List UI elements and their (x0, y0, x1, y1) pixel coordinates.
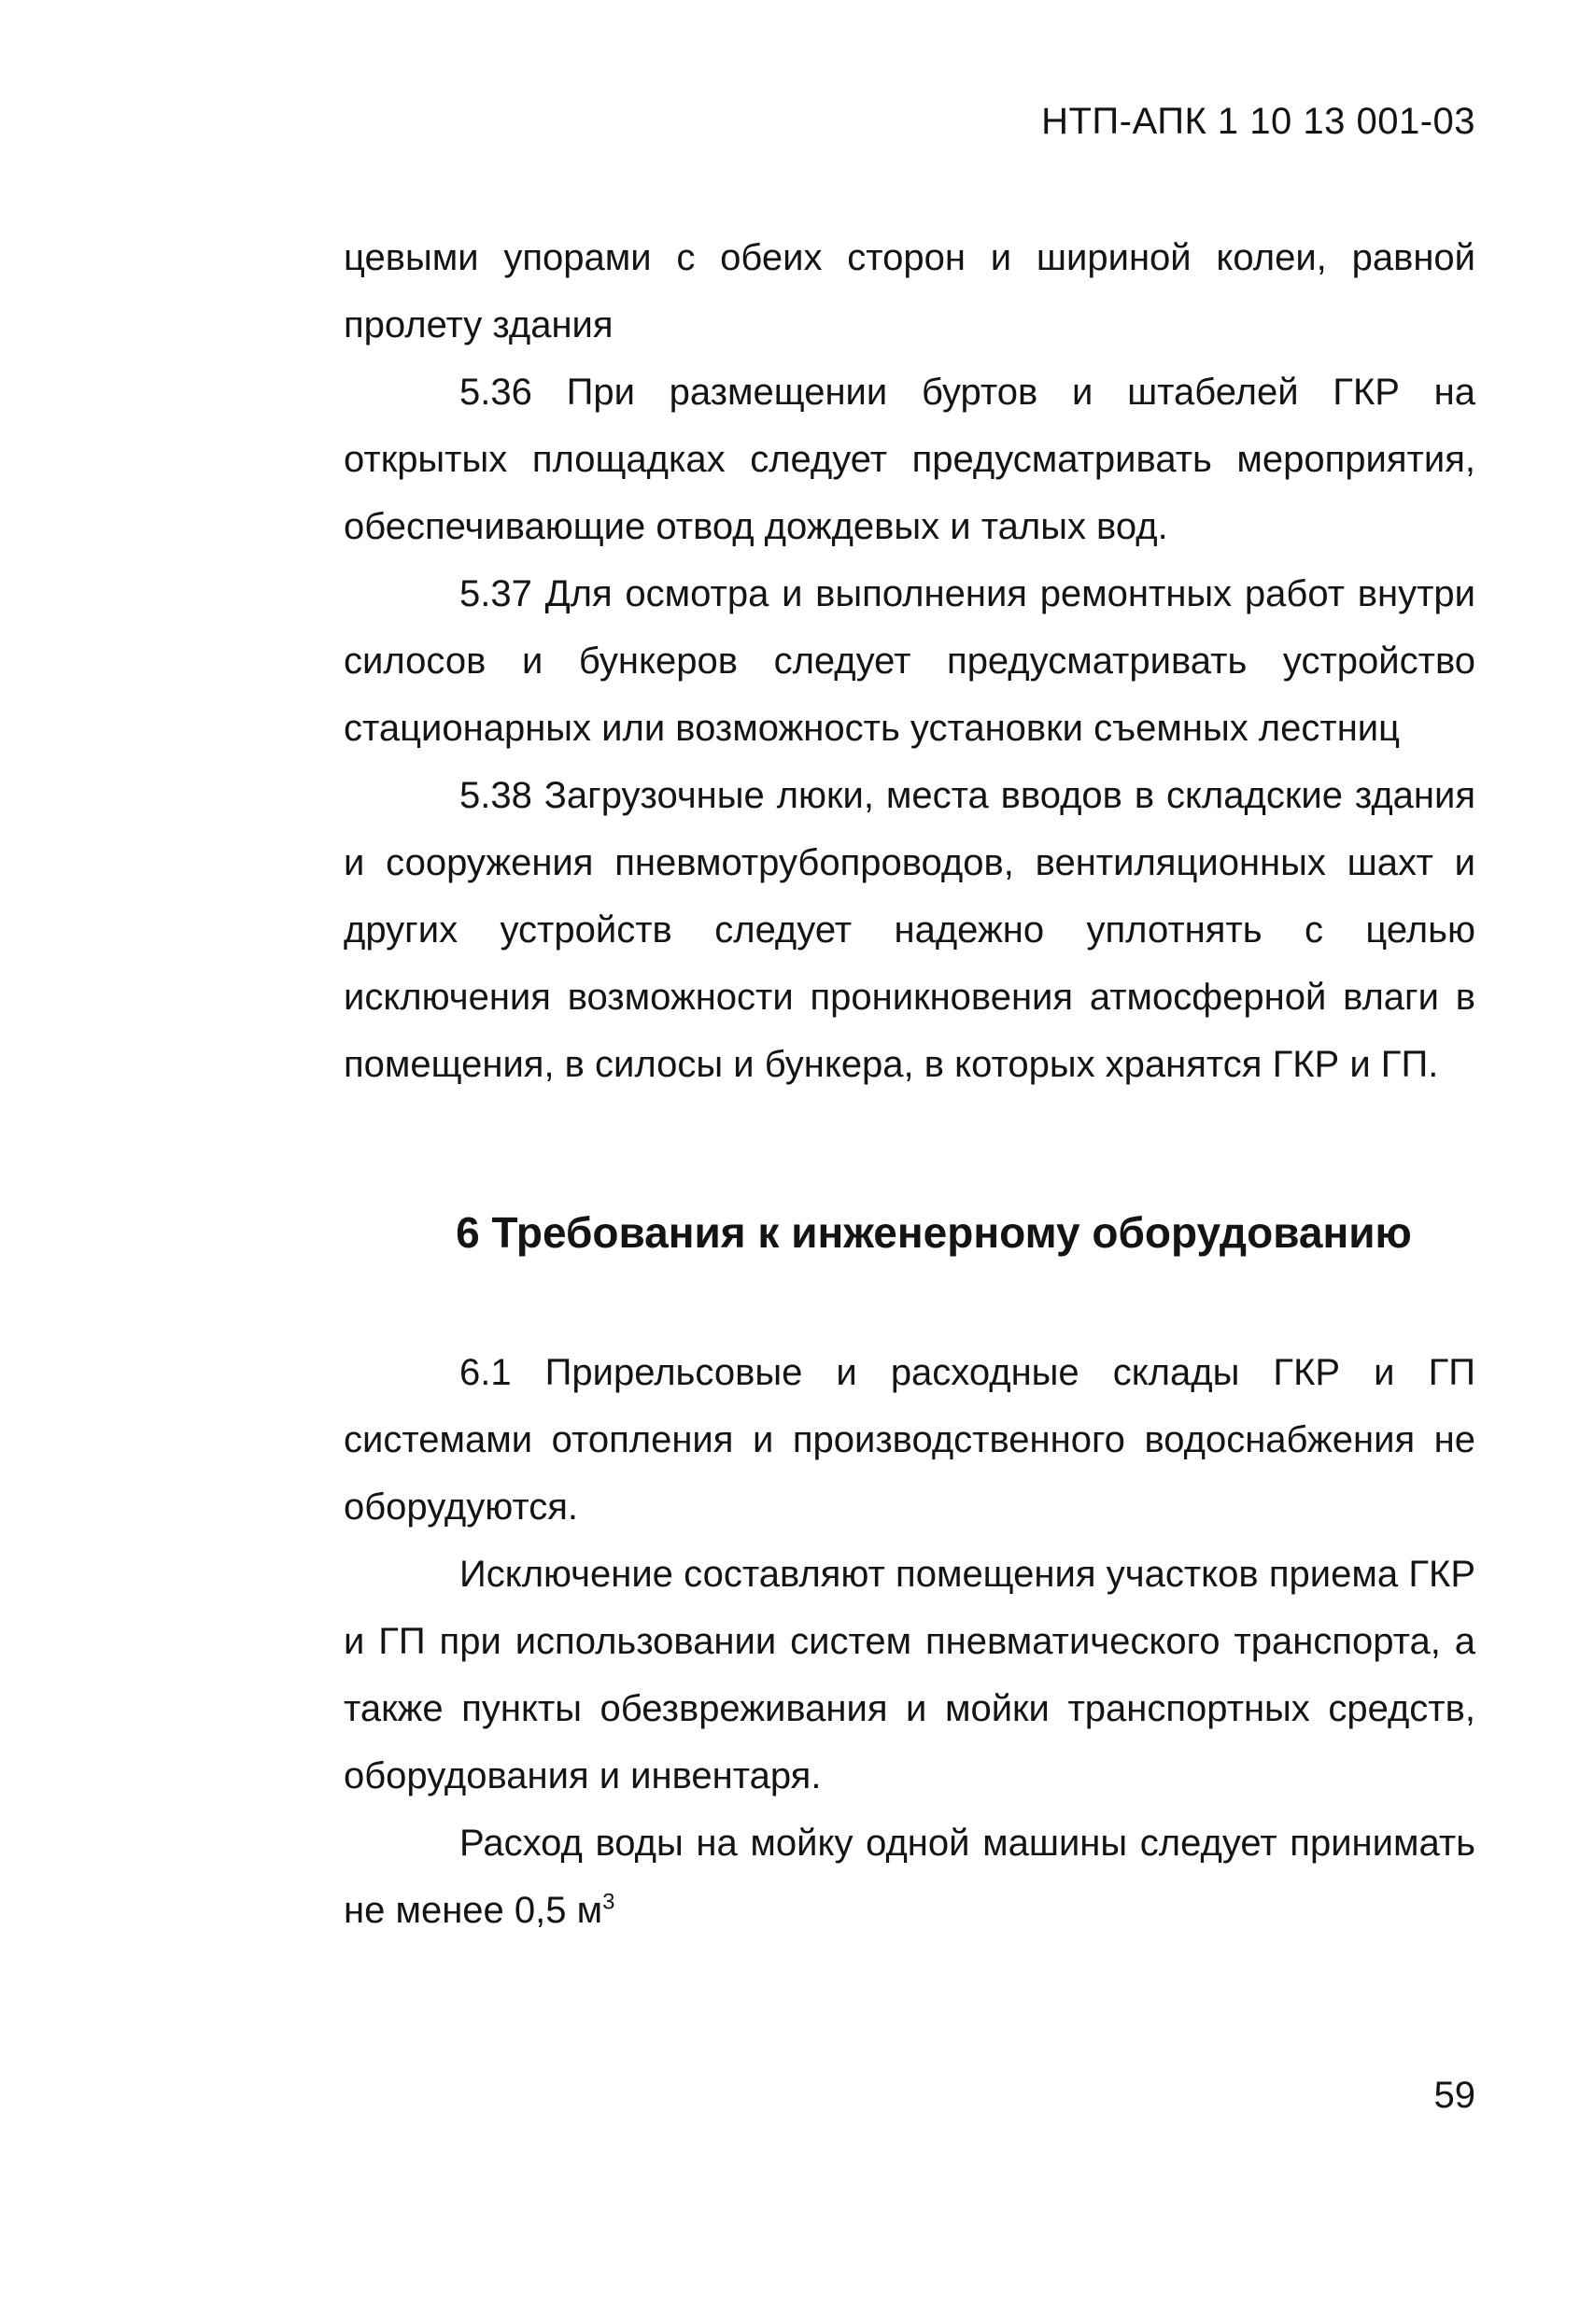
section-heading-6: 6 Требования к инженерному оборудованию (456, 1208, 1412, 1257)
document-body (344, 224, 1475, 1944)
page-number: 59 (1433, 2075, 1475, 2116)
paragraph-5-36: 5.36 При размещении буртов и штабелей ГКР на открытых площадках следует предусматривать мероприятия, обеспечивающие отвод дождевых и талых вод. (344, 372, 1475, 547)
paragraph-5-37: 5.37 Для осмотра и выполнения ремонтных работ внутри силосов и бункеров следует предусматривать устройство стационарных или возможность установки съемных лестниц (344, 573, 1475, 749)
paragraph-continuation: цевыми упорами с обеих сторон и шириной колеи, равной пролету здания (344, 237, 1475, 345)
paragraph-6-1: 6.1 Прирельсовые и расходные склады ГКР и ГП системами отопления и производственного водоснабжения не оборудуются. (344, 1352, 1475, 1528)
paragraph-5-38: 5.38 Загрузочные люки, места вводов в складские здания и сооружения пневмотрубопроводов, вентиляционных шахт и других устройств следует надежно уплотнять с целью исключения возможности проникновения атмосферной влаги в помещения, в силосы и бункера, в которых хранятся ГКР и ГП. (344, 775, 1475, 1085)
cubic-superscript: 3 (602, 1889, 615, 1915)
water-consumption-text: Расход воды на мойку одной машины следует принимать не менее 0,5 м (344, 1823, 1475, 1931)
document-code-header: НТП-АПК 1 10 13 001-03 (1041, 101, 1475, 142)
paragraph-water-consumption (344, 1810, 1475, 1944)
paragraph-exception: Исключение составляют помещения участков приема ГКР и ГП при использовании систем пневматического транспорта, а также пункты обезвреживания и мойки транспортных средств, оборудования и инвентаря. (344, 1554, 1475, 1796)
